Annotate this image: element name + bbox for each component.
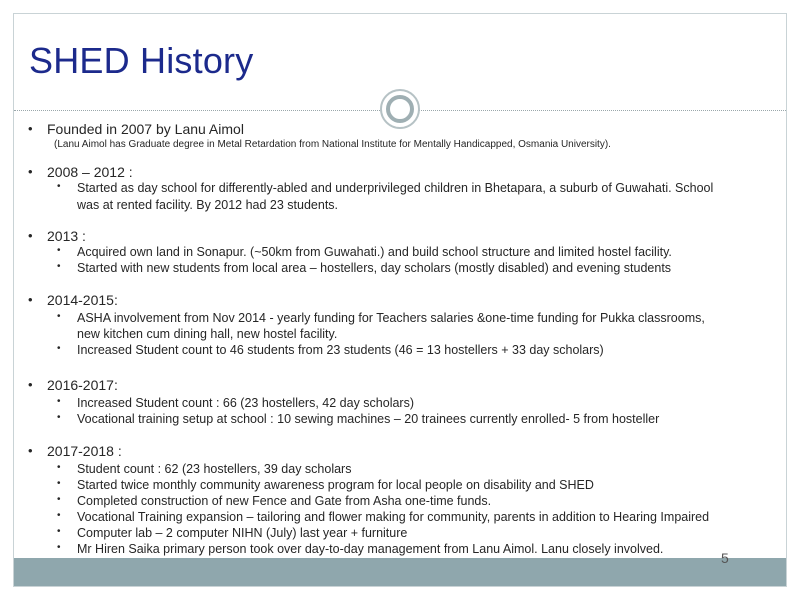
bullet-icon: • [57,311,61,322]
bullet-icon: • [28,292,33,307]
bullet-icon: • [28,228,33,243]
bullet-icon: • [57,412,61,423]
bullet-icon: • [57,396,61,407]
bullet-icon: • [28,443,33,458]
slide-title: SHED History [29,40,254,81]
slide-content: • Founded in 2007 by Lanu Aimol (Lanu Aimol has Graduate degree in Metal Retardation from National Institute for Mentally Handicapped, Osmania University). • 2008 – 2012 : • Started as day school for differently-abled and underprivileged children in Bhetapara, a suburb of Guwahati. School was at rented facility. By 2012 had 23 students. • 2013 : • Acquired own land in Sonapur. (~50km from Guwahati.) and build school structure and limited hostel facility. • Started with new students from local area – hostellers, day scholars (mostly disabled) and evening students • 2014-2015: • ASHA involvement from Nov 2014 - yearly funding for Teachers salaries &one-time funding for Pukka classrooms, new kitchen cum dining hall, new hostel facility. • Increased Student count to 46 students from 23 students (46 = 13 hostellers + 33 day scholars) • 2016-2017: • Increased Student count : 66 (23 hostellers, 42 day scholars) • Vocational training setup at school : 10 sewing machines – 20 trainees currently enrolled- 5 from hosteller • 2017-2018 : • Student count : 62 (23 hostellers, 39 day scholars • Started twice monthly community awareness program for local people on disability and SHED • Completed construction of new Fence and Gate from Asha one-time funds. • Vocational Training expansion – tailoring and flower making for community, parents in addition to Hearing Impaired • Computer lab – 2 computer NIHN (July) last year + furniture • Mr Hiren Saika primary person took over day-to-day management from Lanu Aimol. Lanu closely involved. [28,121,714,556]
bullet-icon: • [28,164,33,179]
bullet-icon: • [28,121,33,136]
bullet-icon: • [57,261,61,272]
bullet-icon: • [57,526,61,537]
bullet-icon: • [57,343,61,354]
bullet-icon: • [57,245,61,256]
bullet-icon: • [57,542,61,553]
page-number: 5 [721,550,729,566]
bullet-icon: • [57,478,61,489]
bullet-icon: • [57,494,61,505]
bullet-icon: • [57,181,61,192]
founder-note: (Lanu Aimol has Graduate degree in Metal Retardation from National Institute for Mentally Handicapped, Osmania University). [54,139,611,150]
bullet-icon: • [28,377,33,392]
bullet-icon: • [57,510,61,521]
bullet-icon: • [57,462,61,473]
